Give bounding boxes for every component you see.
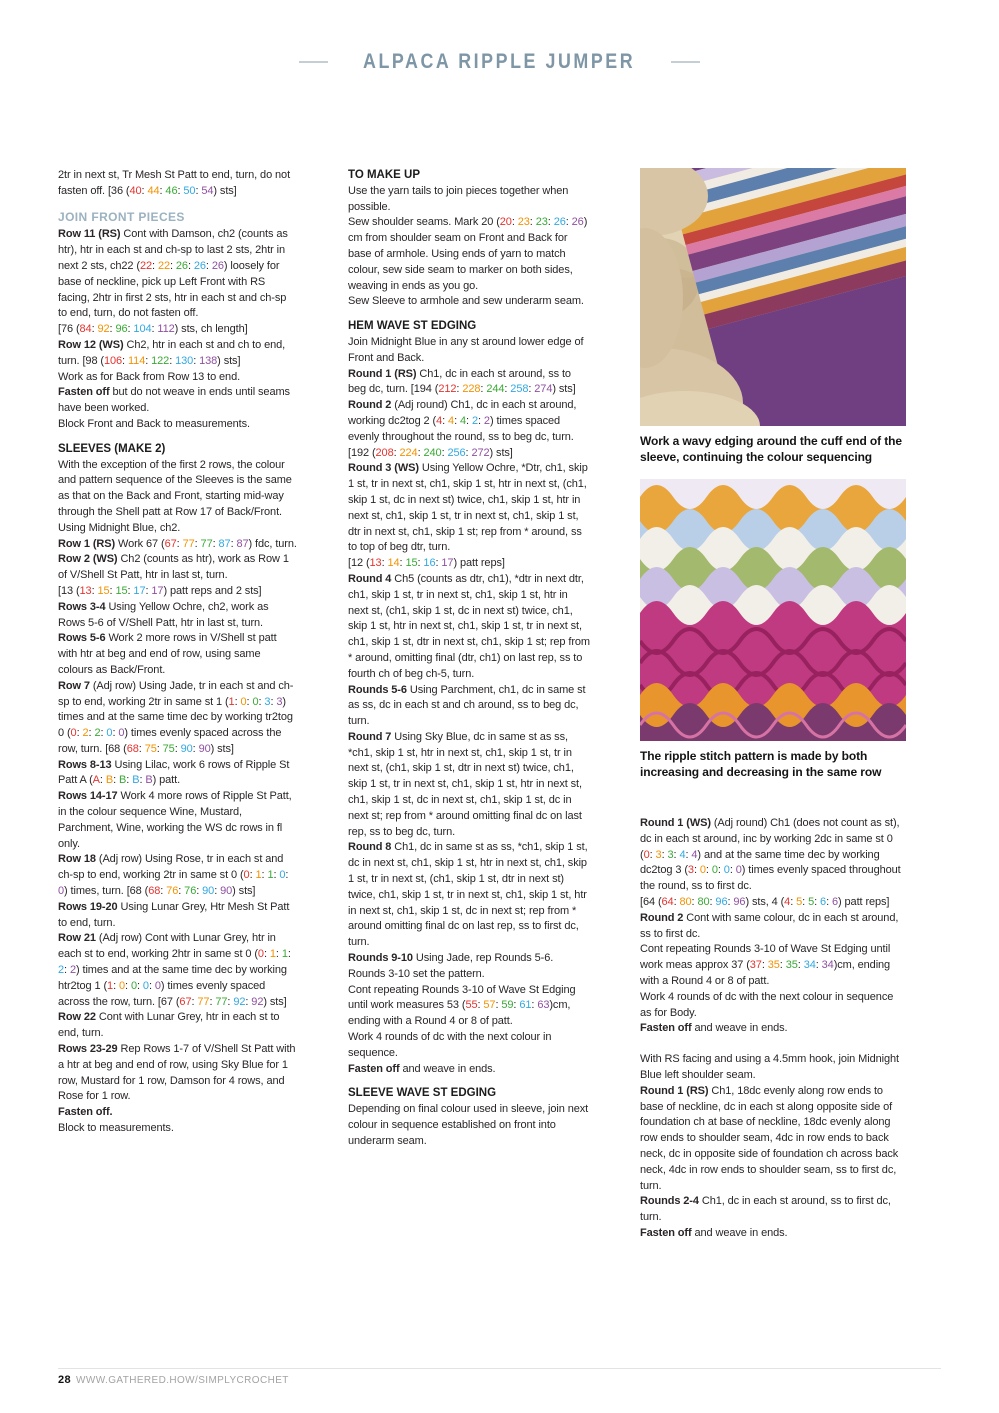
paragraph: Row 21 (Adj row) Cont with Lunar Grey, htr in each st to end, working 2htr in same st 0 (0: 1: 1: 2: 2) times and at the same time dec by working htr2tog 1 (1: 0: 0: 0: 0) times evenly spaced across the row, turn. [67 (67: 77: 77: 92: 92) sts]: [58, 932, 291, 1008]
paragraph: Rows 3-4 Using Yellow Ochre, ch2, work as Rows 5-6 of V/Shell Patt, htr in last st, turn.: [58, 600, 269, 629]
site-url: WWW.GATHERED.HOW/SIMPLYCROCHET: [76, 1375, 289, 1386]
cuff-photo-caption: Work a wavy edging around the cuff end of the sleeve, continuing the colour sequencing: [640, 434, 902, 464]
paragraph: Row 22 Cont with Lunar Grey, htr in each st to end, turn.: [58, 1011, 280, 1040]
paragraph: Row 7 (Adj row) Using Jade, tr in each st and ch-sp to end, working 2tr in same st 1 (1: 0: 0: 3: 3) times and at the same time dec by working tr2tog 0 (0: 2: 2: 0: 0) times evenly spaced across the row, turn. [68 (68: 75: 75: 90: 90) sts]: [58, 679, 294, 755]
paragraph: [13 (13: 15: 15: 17: 17) patt reps and 2 sts]: [58, 584, 262, 597]
paragraph: Rows 14-17 Work 4 more rows of Ripple St Patt, in the colour sequence Wine, Mustard, Parchment, Wine, working the WS dc rows in fl only.: [58, 790, 292, 850]
paragraph: Using Midnight Blue, ch2.: [58, 521, 181, 534]
page-title: ALPACA RIPPLE JUMPER: [363, 50, 636, 73]
paragraph: Rows 8-13 Using Lilac, work 6 rows of Ripple St Patt A (A: B: B: B: B) patt.: [58, 758, 290, 787]
header-rule-left: [299, 61, 328, 63]
paragraph: Work 4 rounds of dc with the next colour in sequence.: [348, 1031, 552, 1059]
paragraph: Rounds 5-6 Using Parchment, ch1, dc in same st as ss, dc in each st and ch around, ss to beg dc, turn.: [348, 683, 586, 728]
column-right: [640, 168, 906, 1242]
paragraph: Rows 23-29 Rep Rows 1-7 of V/Shell St Patt with a htr at beg and end of row, using Sky Blue for 1 row, Mustard for 1 row, Damson for 4 rows, and Rose for 1 row.: [58, 1043, 296, 1103]
paragraph: Join Midnight Blue in any st around lower edge of Front and Back.: [348, 335, 584, 364]
paragraph: Row 18 (Adj row) Using Rose, tr in each st and ch-sp to end, working 2tr in same st 0 (0: 1: 1: 0: 0) times, turn. [68 (68: 76: 76: 90: 90) sts]: [58, 853, 289, 898]
paragraph: Fasten off.: [58, 1106, 113, 1119]
paragraph: Rounds 3-10 set the pattern.: [348, 967, 485, 980]
paragraph: With the exception of the first 2 rows, the colour and pattern sequence of the Sleeves is the same as that on the Back and Front, starting mid-way through the Shell patt at Row 17 of Back/Front.: [58, 458, 292, 518]
paragraph: Round 2 Cont with same colour, dc in each st around, ss to first dc.: [640, 911, 899, 940]
paragraph: Fasten off and weave in ends.: [348, 1062, 496, 1075]
page-number: 28: [58, 1374, 72, 1386]
section-heading: SLEEVE WAVE ST EDGING: [348, 1087, 497, 1100]
page-header: [0, 50, 999, 74]
section-heading: TO MAKE UP: [348, 169, 420, 181]
page-footer: [58, 1368, 941, 1386]
paragraph: Block Front and Back to measurements.: [58, 417, 250, 430]
paragraph: Row 12 (WS) Ch2, htr in each st and ch to end, turn. [98 (106: 114: 122: 130: 138) sts]: [58, 338, 286, 367]
header-rule-right: [671, 61, 700, 63]
paragraph: 2tr in next st, Tr Mesh St Patt to end, turn, do not fasten off. [36 (40: 44: 46: 50: 54) sts]: [58, 169, 291, 197]
section-subhead: JOIN FRONT PIECES: [58, 209, 185, 224]
paragraph: Round 1 (WS) (Adj round) Ch1 (does not count as st), dc in each st around, inc by working 2dc in same st 0 (0: 3: 3: 4: 4) and at the same time dec by working dc2tog 3 (3: 0: 0: 0: 0) times evenly spaced throughout the round, ss to first dc.: [640, 817, 901, 893]
paragraph: With RS facing and using a 4.5mm hook, join Midnight Blue left shoulder seam.: [640, 1053, 899, 1081]
paragraph: Depending on final colour used in sleeve, join next colour in sequence established on front into underarm seam.: [348, 1103, 589, 1147]
section-heading: SLEEVES (MAKE 2): [58, 442, 166, 455]
paragraph: Round 3 (WS) Using Yellow Ochre, *Dtr, ch1, skip 1 st, tr in next st, ch1, skip 1 st, htr in next st, (ch1, skip 1 st, dc in next st) twice, ch1, skip 1 st, htr in next st, ch1, skip 1 st, tr in next st, ch1, skip 1 st, dtr in next st, ch1, skip 1 st; rep from * around, ss to top of beg dtr, turn.: [348, 462, 588, 554]
paragraph: [12 (13: 14: 15: 16: 17) patt reps]: [348, 557, 505, 570]
paragraph: Work 4 rounds of dc with the next colour in sequence as for Body.: [640, 990, 894, 1019]
section-heading: HEM WAVE ST EDGING: [348, 320, 477, 333]
paragraph: Round 7 Using Sky Blue, dc in same st as ss, *ch1, skip 1 st, htr in next st, ch1, skip 1 st, tr in next st, (ch1, skip 1 st, dtr in next st) twice, ch1, skip 1 st, tr in next st, ch1, skip 1 st, htr in next st, ch1, skip 1 st, dc in next st, ch1, skip 1 st, dc in next st; rep from * around omitting final dc on last rep, ss to beg dc, turn.: [348, 730, 582, 838]
spacer: [640, 1037, 906, 1052]
cuff-photo: [640, 168, 906, 426]
paragraph: Fasten off and weave in ends.: [640, 1226, 788, 1239]
paragraph: Rounds 2-4 Ch1, dc in each st around, ss to first dc, turn.: [640, 1195, 891, 1224]
column-middle: [348, 168, 590, 1150]
ripple-photo: [640, 479, 906, 741]
paragraph: [76 (84: 92: 96: 104: 112) sts, ch length]: [58, 323, 248, 336]
paragraph: Row 1 (RS) Work 67 (67: 77: 77: 87: 87) fdc, turn.: [58, 537, 297, 550]
paragraph: Round 2 (Adj round) Ch1, dc in each st around, working dc2tog 2 (4: 4: 4: 2: 2) times spaced evenly throughout the round, ss to beg dc, turn. [192 (208: 224: 240: 256: 272) sts]: [348, 399, 577, 459]
paragraph: Use the yarn tails to join pieces together when possible.: [348, 184, 569, 213]
paragraph: Sew Sleeve to armhole and sew underarm seam.: [348, 295, 584, 308]
paragraph: Rows 5-6 Work 2 more rows in V/Shell st patt with htr at beg and end of row, using same colours as Back/Front.: [58, 632, 277, 676]
ripple-photo-image: [640, 479, 906, 741]
paragraph: Work as for Back from Row 13 to end.: [58, 370, 241, 383]
paragraph: Rows 19-20 Using Lunar Grey, Htr Mesh St Patt to end, turn.: [58, 900, 290, 929]
column-left: [58, 168, 298, 1137]
paragraph: Cont repeating Rounds 3-10 of Wave St Edging until work measures 53 (55: 57: 59: 61: 63)cm, ending with a Round 4 or 8 of patt.: [348, 983, 576, 1028]
paragraph: Row 2 (WS) Ch2 (counts as htr), work as Row 1 of V/Shell St Patt, htr in last st, turn.: [58, 553, 289, 582]
paragraph: [64 (64: 80: 80: 96: 96) sts, 4 (4: 5: 5: 6: 6) patt reps]: [640, 895, 890, 908]
column-right-text: [640, 816, 906, 1242]
ripple-photo-caption: The ripple stitch pattern is made by both increasing and decreasing in the same row: [640, 749, 882, 779]
cuff-photo-image: [640, 168, 906, 426]
paragraph: Round 8 Ch1, dc in same st as ss, *ch1, skip 1 st, dc in next st, ch1, skip 1 st, htr in next st, ch1, skip 1 st, tr in next st, (ch1, skip 1 st, dtr in next st) twice, ch1, skip 1 st, tr in next st, ch1, skip 1 st, htr in next st, ch1, skip 1 st, dc in next st; rep from * around omitting final dc on last rep, ss to first dc, turn.: [348, 841, 588, 949]
paragraph: Row 11 (RS) Cont with Damson, ch2 (counts as htr), htr in each st and ch-sp to last 2 sts, 2htr in next 2 sts, ch22 (22: 22: 26: 26: 26) loosely for base of neckline, pick up Left Front with RS facing, 2htr in first 2 sts, htr in each st and ch-sp to end, turn, do not fasten off.: [58, 228, 288, 320]
paragraph: Block to measurements.: [58, 1122, 174, 1135]
paragraph: Fasten off and weave in ends.: [640, 1022, 788, 1035]
paragraph: Sew shoulder seams. Mark 20 (20: 23: 23: 26: 26) cm from shoulder seam on Front and Back for base of armhole. Using ends of yarn to match colour, sew side seam to marker on both sides, weaving in ends as you go.: [348, 216, 588, 292]
paragraph: Fasten off but do not weave in ends until seams have been worked.: [58, 386, 290, 415]
paragraph: Round 1 (RS) Ch1, dc in each st around, ss to beg dc, turn. [194 (212: 228: 244: 258: 274) sts]: [348, 367, 576, 396]
paragraph: Cont repeating Rounds 3-10 of Wave St Edging until work meas approx 37 (37: 35: 35: 34: 34)cm, ending with a Round 4 or 8 of patt.: [640, 943, 891, 987]
paragraph: Round 1 (RS) Ch1, 18dc evenly along row ends to base of neckline, dc in each st along opposite side of foundation ch at base of neckline, 18dc evenly along row ends to shoulder seam, 4dc in row ends to back neck, dc in opposite side of foundation ch across back neck, 4dc in row ends to shoulder seam, ss to first dc, turn.: [640, 1084, 899, 1192]
paragraph: Round 4 Ch5 (counts as dtr, ch1), *dtr in next dtr, ch1, skip 1 st, tr in next st, ch1, skip 1 st, htr in next st, (ch1, skip 1 st, dc in next st) twice, ch1, skip 1 st, htr in next st, ch1, skip 1 st, tr in next st, ch1, skip 1 st, dtr in next st, ch1, skip 1 st; rep from * around, omitting final (dtr, ch1) on last rep, ss to fourth ch of beg ch-5, turn.: [348, 572, 590, 680]
paragraph: Rounds 9-10 Using Jade, rep Rounds 5-6.: [348, 952, 554, 965]
